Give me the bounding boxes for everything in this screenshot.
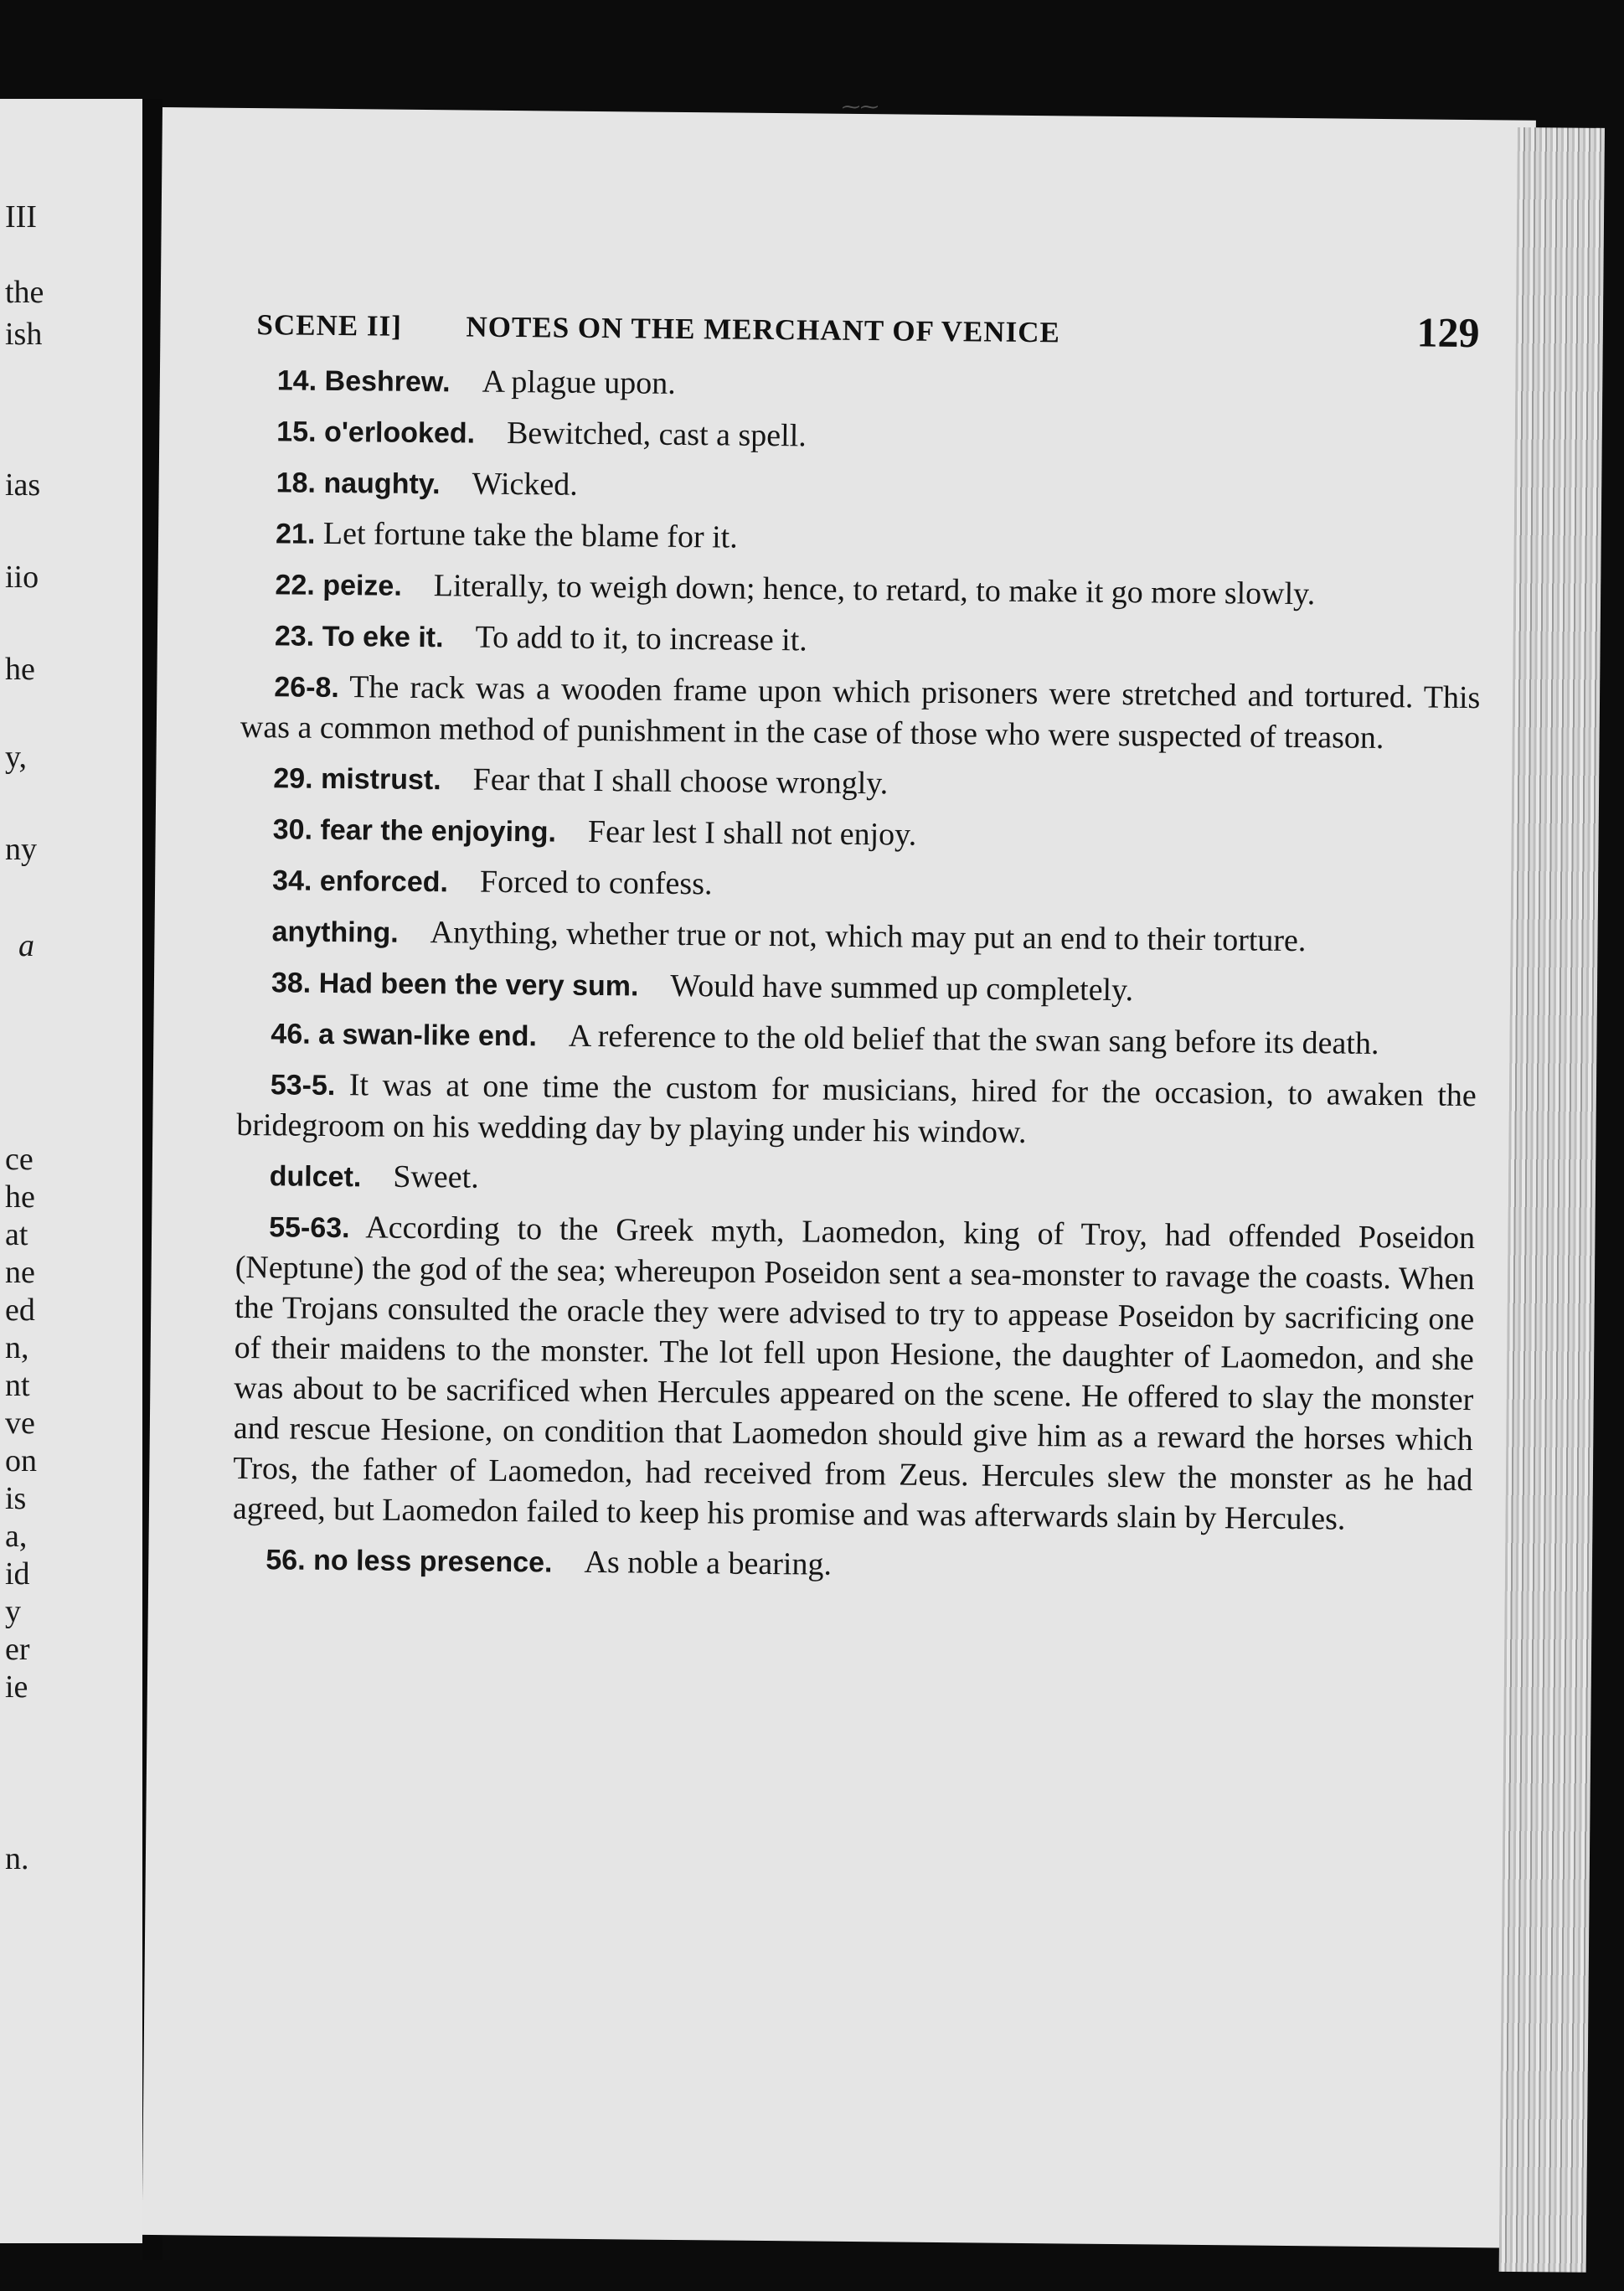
left-page-fragment: III	[5, 199, 37, 235]
note-text: A plague upon.	[482, 364, 676, 401]
left-page-fragment: ce	[5, 1142, 34, 1177]
note-entry	[242, 462, 1482, 514]
note-line-number: 34.	[271, 864, 312, 897]
page-number: 129	[1416, 308, 1480, 357]
left-page-fragment: a	[18, 928, 34, 963]
note-line-number: 22.	[275, 569, 315, 601]
note-entry	[238, 962, 1477, 1014]
note-term: a swan-like end.	[317, 1018, 538, 1053]
left-page-fragment: n.	[5, 1841, 29, 1876]
running-header	[256, 297, 1480, 367]
note-entry	[244, 359, 1483, 412]
left-page-fragment: y,	[5, 740, 28, 775]
left-page-fragment: ny	[5, 832, 37, 867]
note-text: Forced to confess.	[479, 864, 713, 902]
note-term: dulcet.	[269, 1160, 362, 1194]
header-title: NOTES ON THE MERCHANT OF VENICE	[466, 310, 1061, 349]
left-page-fragment: ve	[5, 1406, 35, 1441]
note-term: peize.	[322, 569, 402, 602]
note-line-number: 26-8.	[274, 671, 340, 704]
note-term: no less presence.	[312, 1544, 553, 1579]
left-page-fragment: ish	[5, 317, 43, 352]
note-entry	[236, 1064, 1477, 1157]
note-line-number: 29.	[273, 762, 313, 795]
note-text: Fear lest I shall not enjoy.	[587, 813, 917, 853]
left-page-fragment: n,	[5, 1330, 29, 1365]
note-text: The rack was a wooden frame upon which prisoners were stretched and tortured. This was a common method of punishment in the case of those who were suspected of treason.	[240, 669, 1481, 756]
left-page-fragment: ne	[5, 1255, 35, 1290]
note-line-number: 30.	[272, 813, 313, 846]
note-text: To add to it, to increase it.	[475, 619, 808, 658]
note-line-number: 53-5.	[270, 1069, 336, 1102]
note-line-number: 56.	[266, 1544, 306, 1576]
note-text: A reference to the old belief that the swan sang before its death.	[568, 1018, 1379, 1061]
note-text: Anything, whether true or not, which may put an end to their torture.	[430, 915, 1307, 959]
left-page-fragment: y	[5, 1594, 21, 1629]
note-entry	[241, 615, 1481, 668]
note-term: fear the enjoying.	[320, 813, 557, 849]
note-entry	[243, 410, 1482, 463]
note-text: Wicked.	[472, 466, 578, 503]
note-line-number: 46.	[271, 1018, 311, 1050]
scan-speck: ⁓⁓	[842, 96, 879, 117]
note-term: Beshrew.	[324, 364, 451, 399]
left-page-fragment: he	[5, 652, 35, 687]
note-entry	[238, 911, 1477, 963]
book-page	[142, 107, 1536, 2248]
note-entry	[237, 1013, 1477, 1066]
note-line-number: 14.	[276, 364, 317, 397]
note-term: naughty.	[323, 467, 441, 501]
left-page-fragment: ie	[5, 1669, 28, 1705]
note-line-number: 18.	[276, 467, 317, 499]
notes-list	[232, 359, 1483, 1602]
note-text: Literally, to weigh down; hence, to retard, to make it go more slowly.	[433, 568, 1316, 612]
note-text: It was at one time the custom for musicians, hired for the occasion, to awaken the bridegroom on his wedding day by playing under his window.	[236, 1067, 1477, 1150]
left-page-margin	[0, 99, 142, 2243]
left-page-fragment: ias	[5, 467, 41, 503]
note-text: As noble a bearing.	[584, 1544, 833, 1582]
left-page-fragment: ed	[5, 1293, 35, 1328]
note-term: To eke it.	[322, 620, 444, 654]
note-term: anything.	[271, 916, 399, 949]
note-text: Bewitched, cast a spell.	[506, 415, 807, 454]
note-line-number: 21.	[275, 518, 316, 550]
note-term: enforced.	[319, 864, 449, 899]
note-entry	[239, 859, 1478, 912]
note-term: Had been the very sum.	[318, 967, 639, 1003]
note-text: According to the Greek myth, Laomedon, king of Troy, had offended Poseidon (Neptune) the god of the sea; whereupon Poseidon sent a sea-monster to ravage the coasts. When the Trojans consulted the oracle they were advised to try to appease Poseidon by sacrificing one of their maidens to the monster. The lot fell upon Hesione, the daughter of Laomedon, and she was about to be sacrificed when Hercules appeared on the scene. He offered to slay the monster and rescue Hesione, on condition that Laomedon should give him as a reward the horses which Tros, the father of Laomedon, had received from Zeus. Hercules slew the monster as he had agreed, but Laomedon failed to keep his promise and was afterwards slain by Hercules.	[232, 1210, 1476, 1537]
note-entry	[232, 1539, 1472, 1592]
scene-label: SCENE II]	[256, 308, 403, 343]
note-line-number: 15.	[276, 415, 317, 448]
left-page-fragment: the	[5, 275, 44, 310]
note-line-number: 23.	[274, 620, 315, 653]
left-page-fragment: at	[5, 1217, 28, 1252]
note-term: mistrust.	[320, 762, 441, 797]
note-line-number: 38.	[271, 967, 312, 999]
note-term: o'erlooked.	[323, 415, 476, 450]
note-line-number: 55-63.	[268, 1211, 350, 1245]
note-text: Let fortune take the blame for it.	[322, 515, 738, 555]
left-page-fragment: id	[5, 1556, 30, 1592]
left-page-fragment: is	[5, 1481, 27, 1516]
left-page-fragment: nt	[5, 1368, 30, 1403]
left-page-fragment: er	[5, 1632, 30, 1667]
note-entry	[236, 1155, 1476, 1208]
note-entry	[240, 666, 1481, 759]
page-edges	[1499, 127, 1605, 2273]
note-entry	[240, 808, 1479, 861]
note-text: Fear that I shall choose wrongly.	[472, 761, 889, 802]
note-entry	[241, 564, 1481, 617]
left-page-fragment: a,	[5, 1519, 28, 1554]
note-entry	[233, 1206, 1476, 1540]
note-entry	[242, 513, 1482, 565]
left-page-fragment: on	[5, 1443, 37, 1478]
left-page-fragment: iio	[5, 560, 39, 595]
note-entry	[240, 757, 1479, 810]
note-text: Would have summed up completely.	[670, 967, 1134, 1009]
left-page-fragment: he	[5, 1179, 35, 1215]
note-text: Sweet.	[393, 1158, 479, 1195]
